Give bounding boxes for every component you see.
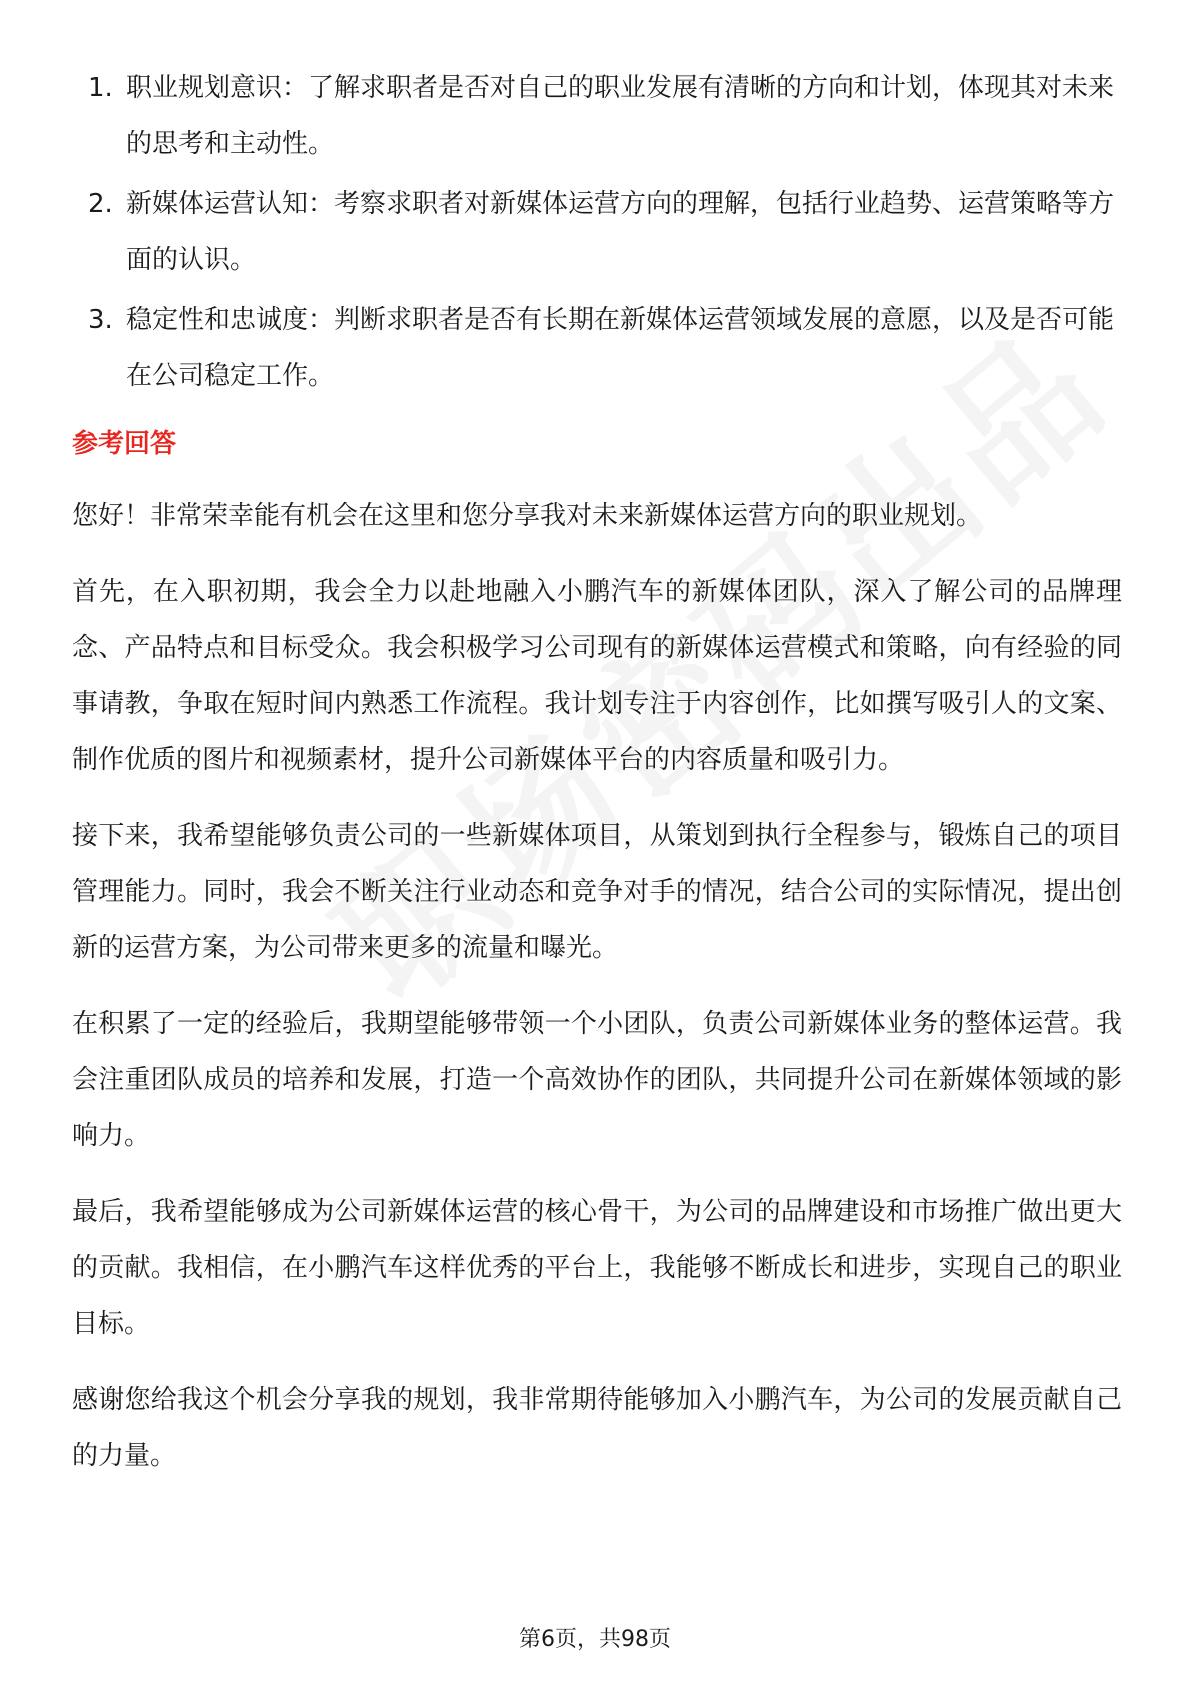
answer-paragraph: 在积累了一定的经验后，我期望能够带领一个小团队，负责公司新媒体业务的整体运营。我会注重团队成员的培养和发展，打造一个高效协作的团队，共同提升公司在新媒体领域的影响力。	[72, 1009, 1122, 1151]
page-footer: 第6页，共98页	[519, 1627, 671, 1652]
page-content	[72, 60, 1122, 1504]
answer-paragraph: 最后，我希望能够成为公司新媒体运营的核心骨干，为公司的品牌建设和市场推广做出更大的贡献。我相信，在小鹏汽车这样优秀的平台上，我能够不断成长和进步，实现自己的职业目标。	[72, 1197, 1122, 1339]
criteria-text: 稳定性和忠诚度：判断求职者是否有长期在新媒体运营领域发展的意愿，以及是否可能在公司稳定工作。	[126, 305, 1115, 391]
criteria-number: 3.	[88, 305, 113, 335]
criteria-item	[72, 176, 1122, 288]
answer-paragraph: 接下来，我希望能够负责公司的一些新媒体项目，从策划到执行全程参与，锻炼自己的项目管理能力。同时，我会不断关注行业动态和竞争对手的情况，结合公司的实际情况，提出创新的运营方案，为公司带来更多的流量和曝光。	[72, 821, 1122, 963]
answer-paragraph: 您好！非常荣幸能有机会在这里和您分享我对未来新媒体运营方向的职业规划。	[72, 501, 983, 531]
criteria-text: 职业规划意识：了解求职者是否对自己的职业发展有清晰的方向和计划，体现其对未来的思考和主动性。	[126, 73, 1115, 159]
criteria-text: 新媒体运营认知：考察求职者对新媒体运营方向的理解，包括行业趋势、运营策略等方面的认识。	[126, 189, 1115, 275]
criteria-list	[72, 60, 1122, 404]
criteria-item	[72, 60, 1122, 172]
criteria-number: 1.	[88, 73, 113, 103]
criteria-item	[72, 292, 1122, 404]
answer-paragraph: 首先，在入职初期，我会全力以赴地融入小鹏汽车的新媒体团队，深入了解公司的品牌理念、产品特点和目标受众。我会积极学习公司现有的新媒体运营模式和策略，向有经验的同事请教，争取在短时间内熟悉工作流程。我计划专注于内容创作，比如撰写吸引人的文案、制作优质的图片和视频素材，提升公司新媒体平台的内容质量和吸引力。	[72, 577, 1122, 775]
criteria-number: 2.	[88, 189, 113, 219]
answer-paragraph: 感谢您给我这个机会分享我的规划，我非常期待能够加入小鹏汽车，为公司的发展贡献自己的力量。	[72, 1385, 1122, 1471]
answer-heading: 参考回答	[72, 429, 177, 459]
